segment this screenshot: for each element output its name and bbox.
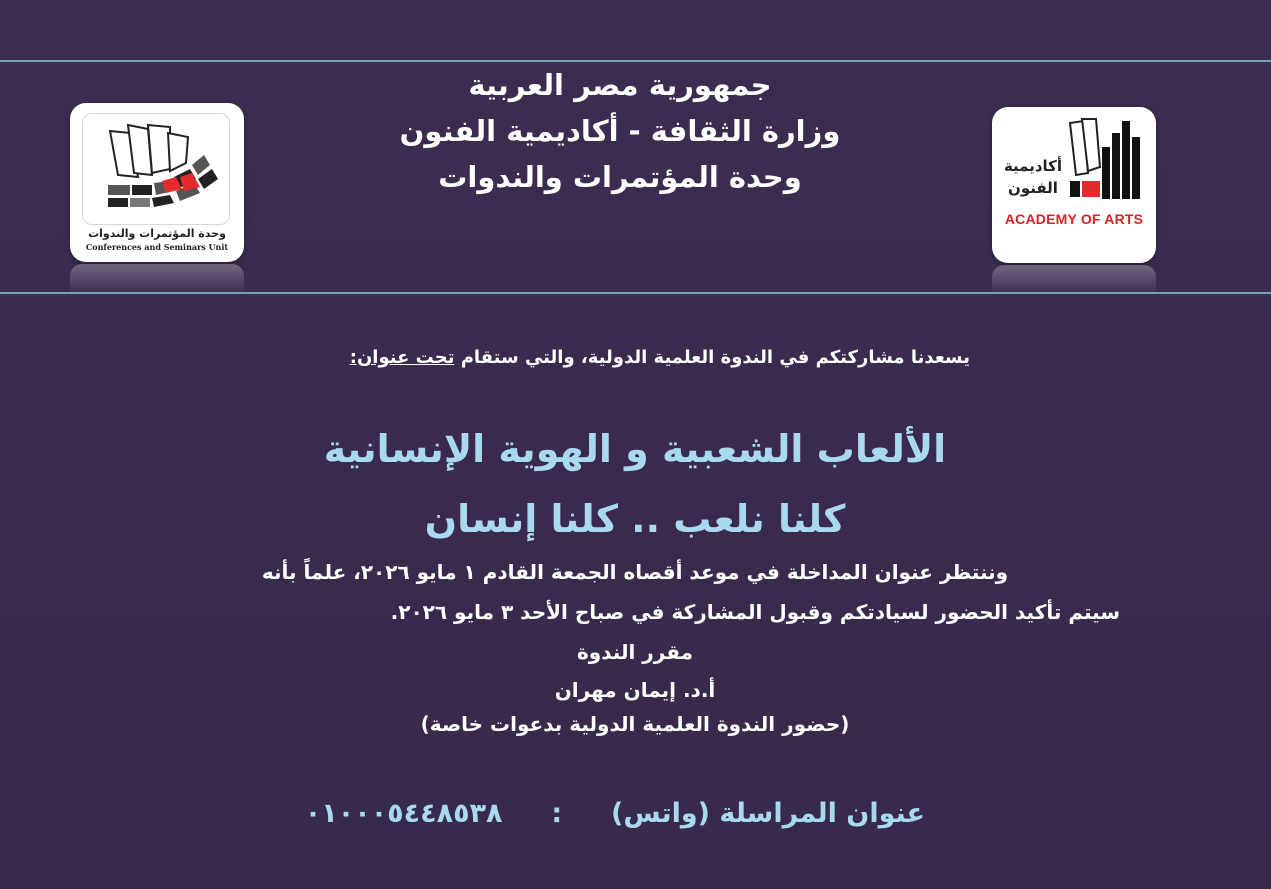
logo-right-caption-ar: أكاديمية الفنون	[1003, 157, 1063, 197]
deadline-paragraph: وننتظر عنوان المداخلة في موعد أقصاه الجمعة القادم ١ مايو ٢٠٢٦، علماً بأنه	[261, 560, 1009, 584]
academy-of-arts-logo	[992, 107, 1156, 263]
attendance-note: (حضور الندوة العلمية الدولية بدعوات خاصة)	[420, 712, 850, 736]
signature-role: مقرر الندوة	[576, 640, 693, 664]
signature-name: أ.د. إيمان مهران	[554, 678, 716, 702]
intro-text	[200, 347, 970, 368]
logo-left-caption-en: Conferences and Seminars Unit	[85, 242, 229, 252]
logo-left-reflection	[70, 264, 244, 294]
header-block	[300, 62, 940, 200]
header-ministry: وزارة الثقافة - أكاديمية الفنون	[399, 114, 841, 148]
contact-separator: :	[551, 798, 563, 829]
logo-left-caption	[70, 227, 244, 253]
seminar-title: الألعاب الشعبية و الهوية الإنسانية	[323, 427, 947, 471]
header-country: جمهورية مصر العربية	[468, 68, 772, 102]
contact-phone: ٠١٠٠٠٥٤٤٨٥٣٨	[304, 798, 503, 829]
intro-underlined: تحت عنوان:	[349, 347, 455, 368]
logo-right-caption-en: ACADEMY OF ARTS	[1004, 211, 1144, 227]
conferences-unit-logo	[70, 103, 244, 262]
intro-main: يسعدنا مشاركتكم في الندوة العلمية الدولية، والتي ستقام	[454, 347, 970, 368]
book-emblem-icon	[70, 103, 244, 227]
contact-label: عنوان المراسلة (واتس)	[610, 798, 925, 829]
header-unit: وحدة المؤتمرات والندوات	[438, 160, 802, 194]
logo-left-caption-ar: وحدة المؤتمرات والندوات	[88, 227, 226, 240]
logo-right-reflection	[992, 265, 1156, 295]
contact-line	[255, 798, 925, 829]
confirmation-paragraph: سيتم تأكيد الحضور لسيادتكم وقبول المشاركة في صباح الأحد ٣ مايو ٢٠٢٦.	[390, 600, 1120, 624]
seminar-subtitle: كلنا نلعب .. كلنا إنسان	[424, 497, 846, 541]
